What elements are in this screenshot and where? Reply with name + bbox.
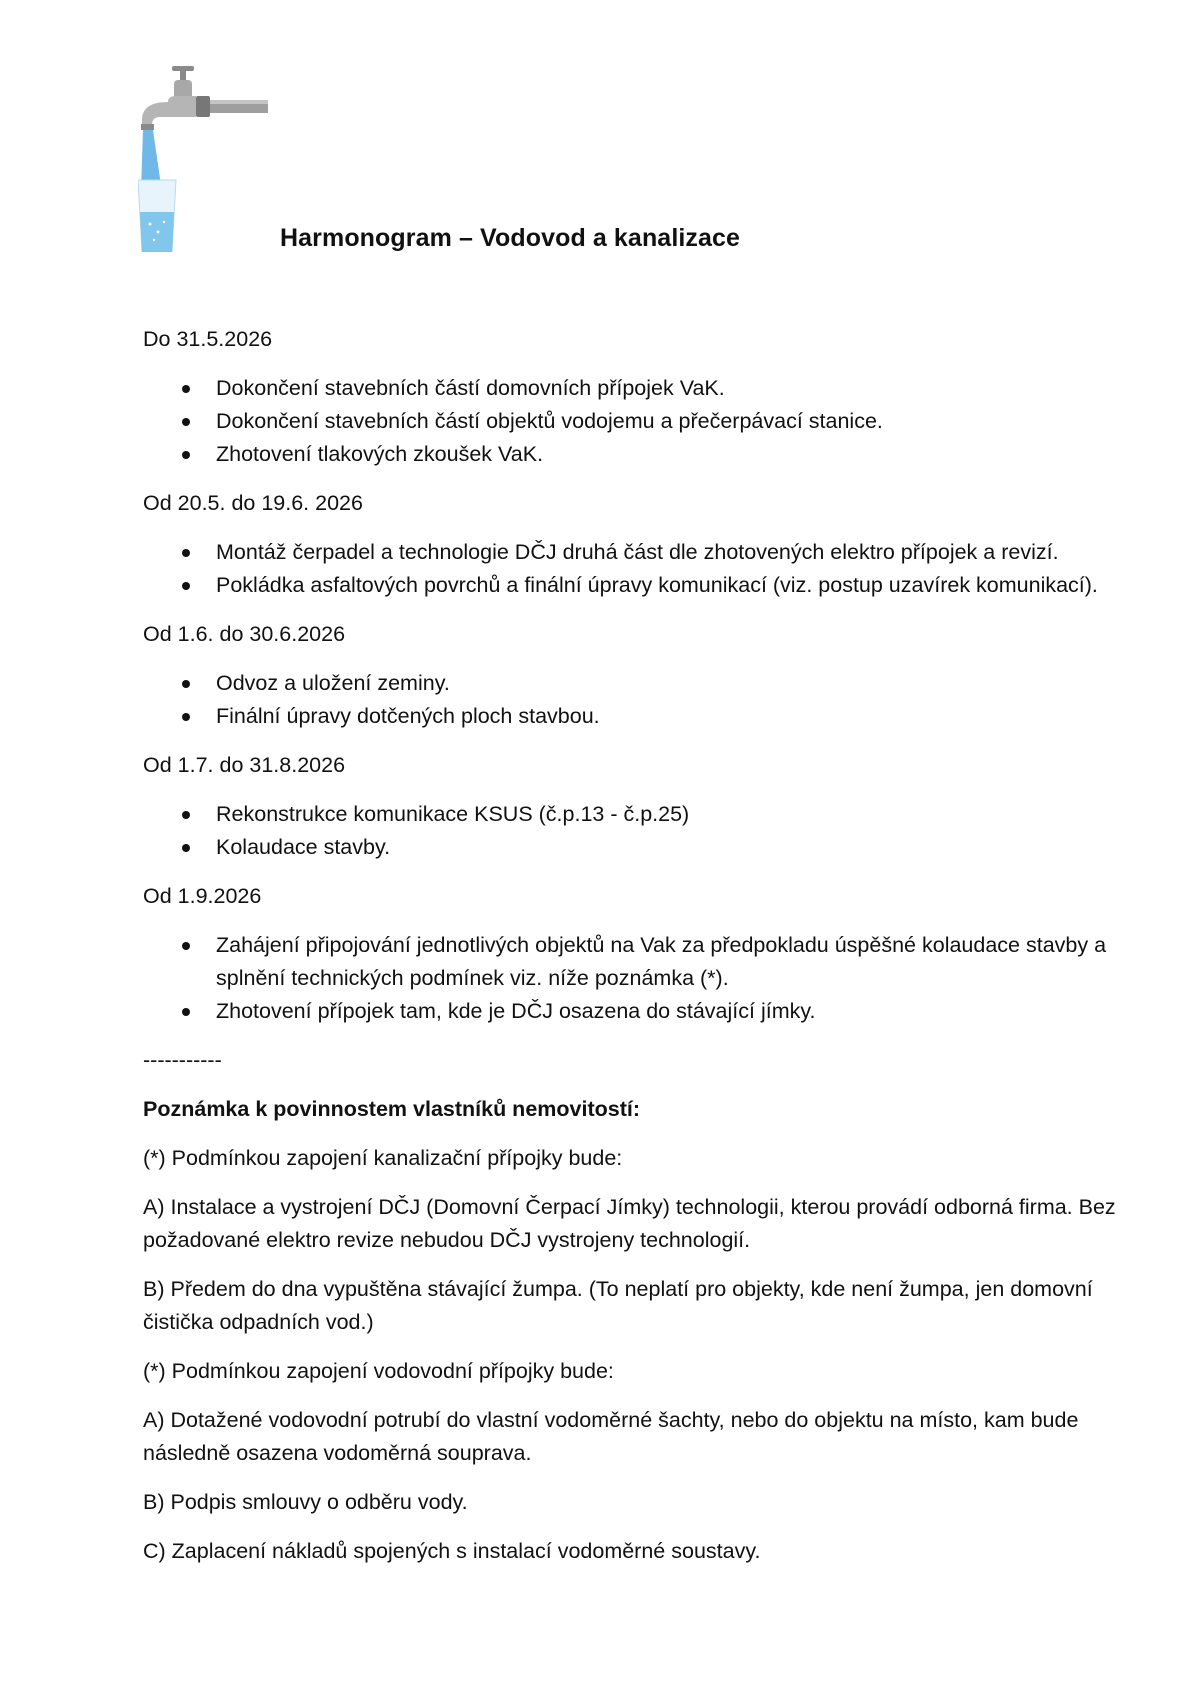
list-item: Zahájení připojování jednotlivých objektů na Vak za předpokladu úspěšné kolaudace stavby a splnění technických podmínek viz. níže poznámka (*). bbox=[143, 929, 1133, 995]
phase-items bbox=[143, 929, 1133, 1028]
document-body bbox=[143, 323, 1133, 1584]
phase-date: Od 1.6. do 30.6.2026 bbox=[143, 622, 346, 646]
list-item: Montáž čerpadel a technologie DČJ druhá část dle zhotovených elektro přípojek a revizí. bbox=[143, 536, 1133, 569]
list-item: Zhotovení přípojek tam, kde je DČJ osazena do stávající jímky. bbox=[143, 995, 1133, 1028]
list-item: Kolaudace stavby. bbox=[143, 831, 1133, 864]
note-paragraph: B) Podpis smlouvy o odběru vody. bbox=[143, 1490, 468, 1514]
note-paragraph: A) Instalace a vystrojení DČJ (Domovní Čerpací Jímky) technologii, kterou provádí odborná firma. Bez požadované elektro revize nebudou DČJ vystrojeny technologií. bbox=[143, 1195, 1116, 1252]
list-item: Dokončení stavebních částí domovních přípojek VaK. bbox=[143, 372, 1133, 405]
note-paragraph: (*) Podmínkou zapojení vodovodní přípojky bude: bbox=[143, 1359, 614, 1383]
phase-3 bbox=[143, 618, 1133, 733]
phase-4 bbox=[143, 749, 1133, 864]
note-paragraph: (*) Podmínkou zapojení kanalizační přípojky bude: bbox=[143, 1146, 623, 1170]
phase-1 bbox=[143, 323, 1133, 471]
list-item: Odvoz a uložení zeminy. bbox=[143, 667, 1133, 700]
note-paragraph: C) Zaplacení nákladů spojených s instalací vodoměrné soustavy. bbox=[143, 1539, 761, 1563]
page-title: Harmonogram – Vodovod a kanalizace bbox=[280, 224, 741, 252]
phase-date: Od 1.9.2026 bbox=[143, 884, 262, 908]
phase-date: Do 31.5.2026 bbox=[143, 327, 273, 351]
list-item: Dokončení stavebních částí objektů vodojemu a přečerpávací stanice. bbox=[143, 405, 1133, 438]
separator-line: ----------- bbox=[143, 1048, 222, 1072]
phase-items bbox=[143, 536, 1133, 602]
phase-5 bbox=[143, 880, 1133, 1028]
list-item: Zhotovení tlakových zkoušek VaK. bbox=[143, 438, 1133, 471]
list-item: Pokládka asfaltových povrchů a finální úpravy komunikací (viz. postup uzavírek komunikací). bbox=[143, 569, 1133, 602]
list-item: Finální úpravy dotčených ploch stavbou. bbox=[143, 700, 1133, 733]
note-heading: Poznámka k povinnostem vlastníků nemovitostí: bbox=[143, 1097, 640, 1121]
phase-date: Od 1.7. do 31.8.2026 bbox=[143, 753, 346, 777]
phase-items bbox=[143, 372, 1133, 471]
phase-items bbox=[143, 667, 1133, 733]
note-paragraph: B) Předem do dna vypuštěna stávající žumpa. (To neplatí pro objekty, kde není žumpa, jen domovní čistička odpadních vod.) bbox=[143, 1277, 1093, 1334]
phase-date: Od 20.5. do 19.6. 2026 bbox=[143, 491, 363, 515]
phase-2 bbox=[143, 487, 1133, 602]
water-faucet-glass-icon bbox=[138, 62, 268, 252]
note-paragraph: A) Dotažené vodovodní potrubí do vlastní vodoměrné šachty, nebo do objektu na místo, kam bude následně osazena vodoměrná souprava. bbox=[143, 1408, 1079, 1465]
phase-items bbox=[143, 798, 1133, 864]
list-item: Rekonstrukce komunikace KSUS (č.p.13 - č.p.25) bbox=[143, 798, 1133, 831]
